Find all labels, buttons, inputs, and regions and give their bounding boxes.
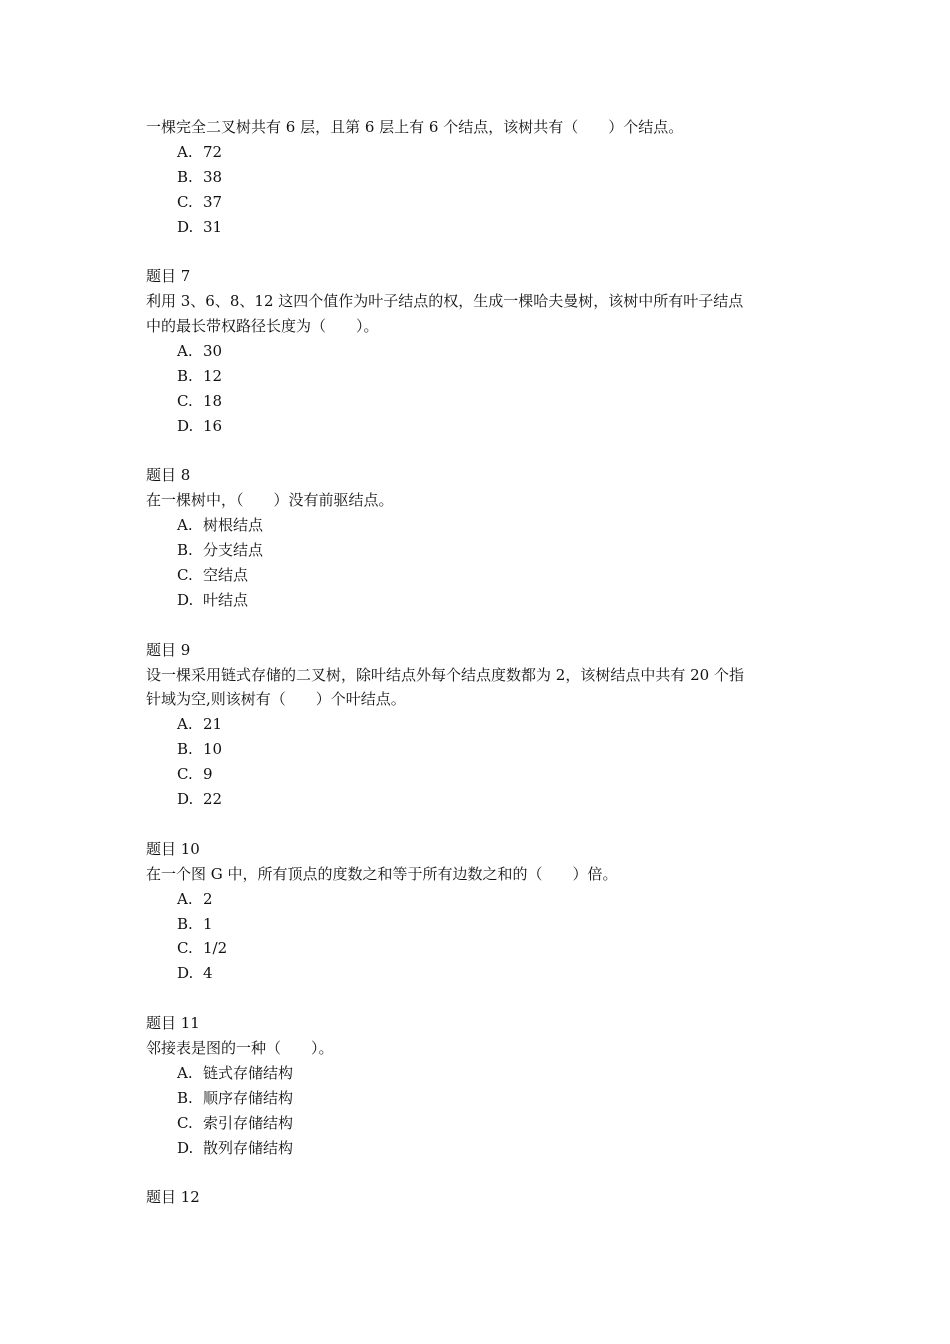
option-text: 叶结点 (203, 590, 249, 609)
option-text: 空结点 (203, 566, 249, 585)
option-text: 树根结点 (203, 516, 264, 535)
spacer (146, 613, 806, 638)
option-letter: B. (177, 914, 193, 933)
option-text: 16 (203, 416, 223, 435)
question-9 (146, 638, 806, 812)
spacer (146, 812, 806, 837)
option-a (146, 339, 806, 364)
option-a (146, 712, 806, 737)
question-11 (146, 1011, 806, 1160)
option-c (146, 389, 806, 414)
option-text: 37 (203, 192, 223, 211)
option-b (146, 1086, 806, 1111)
option-text: 顺序存储结构 (203, 1088, 294, 1107)
option-c (146, 563, 806, 588)
option-text: 分支结点 (203, 541, 264, 560)
option-letter: D. (177, 1138, 194, 1157)
option-letter: B. (177, 366, 193, 385)
option-letter: D. (177, 590, 194, 609)
stem-line: 在一个图 G 中，所有顶点的度数之和等于所有边数之和的（ ）倍。 (146, 864, 618, 883)
option-text: 索引存储结构 (203, 1113, 294, 1132)
option-text: 散列存储结构 (203, 1138, 294, 1157)
stem-line: 在一棵树中，（ ）没有前驱结点。 (146, 491, 394, 510)
question-stem (146, 115, 806, 140)
option-letter: B. (177, 167, 193, 186)
question-12 (146, 1185, 806, 1210)
question-stem (146, 862, 806, 887)
question-stem (146, 1036, 806, 1061)
option-letter: B. (177, 740, 193, 759)
option-text: 38 (203, 167, 223, 186)
option-letter: D. (177, 790, 194, 809)
option-b (146, 364, 806, 389)
option-b (146, 165, 806, 190)
question-6 (146, 115, 806, 239)
option-text: 10 (203, 740, 223, 759)
option-a (146, 887, 806, 912)
option-letter: C. (177, 192, 193, 211)
option-letter: A. (177, 715, 193, 734)
question-8 (146, 463, 806, 612)
spacer (146, 986, 806, 1011)
option-d (146, 961, 806, 986)
option-letter: A. (177, 889, 193, 908)
option-letter: A. (177, 1063, 193, 1082)
spacer (146, 1160, 806, 1185)
stem-line: 利用 3、6、8、12 这四个值作为叶子结点的权，生成一棵哈夫曼树，该树中所有叶子结点 (146, 292, 744, 311)
option-c (146, 190, 806, 215)
question-7 (146, 264, 806, 438)
option-letter: D. (177, 217, 194, 236)
option-letter: B. (177, 541, 193, 560)
spacer (146, 239, 806, 264)
spacer (146, 439, 806, 464)
option-letter: C. (177, 939, 193, 958)
option-a (146, 140, 806, 165)
option-text: 4 (203, 964, 213, 983)
stem-line: 中的最长带权路径长度为（ ）。 (146, 317, 379, 336)
option-text: 21 (203, 715, 223, 734)
option-text: 9 (203, 765, 213, 784)
option-text: 1 (203, 914, 213, 933)
stem-line: 针域为空,则该树有（ ）个叶结点。 (146, 690, 406, 709)
option-letter: A. (177, 342, 193, 361)
option-b (146, 912, 806, 937)
question-stem (146, 289, 806, 339)
question-title: 题目 8 (146, 466, 191, 485)
option-letter: C. (177, 765, 193, 784)
option-letter: C. (177, 566, 193, 585)
question-stem (146, 488, 806, 513)
option-letter: A. (177, 142, 193, 161)
option-text: 链式存储结构 (203, 1063, 294, 1082)
stem-line: 设一棵采用链式存储的二叉树，除叶结点外每个结点度数都为 2，该树结点中共有 20 个指 (146, 665, 744, 684)
option-d (146, 1136, 806, 1161)
question-title: 题目 11 (146, 1014, 200, 1033)
option-c (146, 1111, 806, 1136)
stem-line: 邻接表是图的一种（ ）。 (146, 1038, 334, 1057)
stem-line: 一棵完全二叉树共有 6 层，且第 6 层上有 6 个结点，该树共有（ ）个结点。 (146, 118, 684, 136)
question-title: 题目 7 (146, 267, 191, 286)
option-text: 18 (203, 391, 223, 410)
option-text: 2 (203, 889, 213, 908)
option-text: 12 (203, 366, 223, 385)
question-title: 题目 12 (146, 1188, 200, 1207)
option-a (146, 513, 806, 538)
option-a (146, 1061, 806, 1086)
option-text: 31 (203, 217, 223, 236)
option-letter: D. (177, 416, 194, 435)
option-letter: C. (177, 1113, 193, 1132)
question-title: 题目 9 (146, 640, 191, 659)
option-d (146, 588, 806, 613)
option-d (146, 215, 806, 240)
question-10 (146, 837, 806, 986)
option-text: 30 (203, 342, 223, 361)
option-text: 1/2 (203, 939, 228, 958)
document-page (146, 115, 806, 1210)
option-letter: D. (177, 964, 194, 983)
option-d (146, 787, 806, 812)
option-text: 22 (203, 790, 223, 809)
question-title: 题目 10 (146, 839, 200, 858)
question-stem (146, 663, 806, 713)
option-b (146, 737, 806, 762)
option-c (146, 762, 806, 787)
option-d (146, 414, 806, 439)
option-letter: A. (177, 516, 193, 535)
option-b (146, 538, 806, 563)
option-c (146, 936, 806, 961)
option-letter: B. (177, 1088, 193, 1107)
option-text: 72 (203, 142, 223, 161)
option-letter: C. (177, 391, 193, 410)
